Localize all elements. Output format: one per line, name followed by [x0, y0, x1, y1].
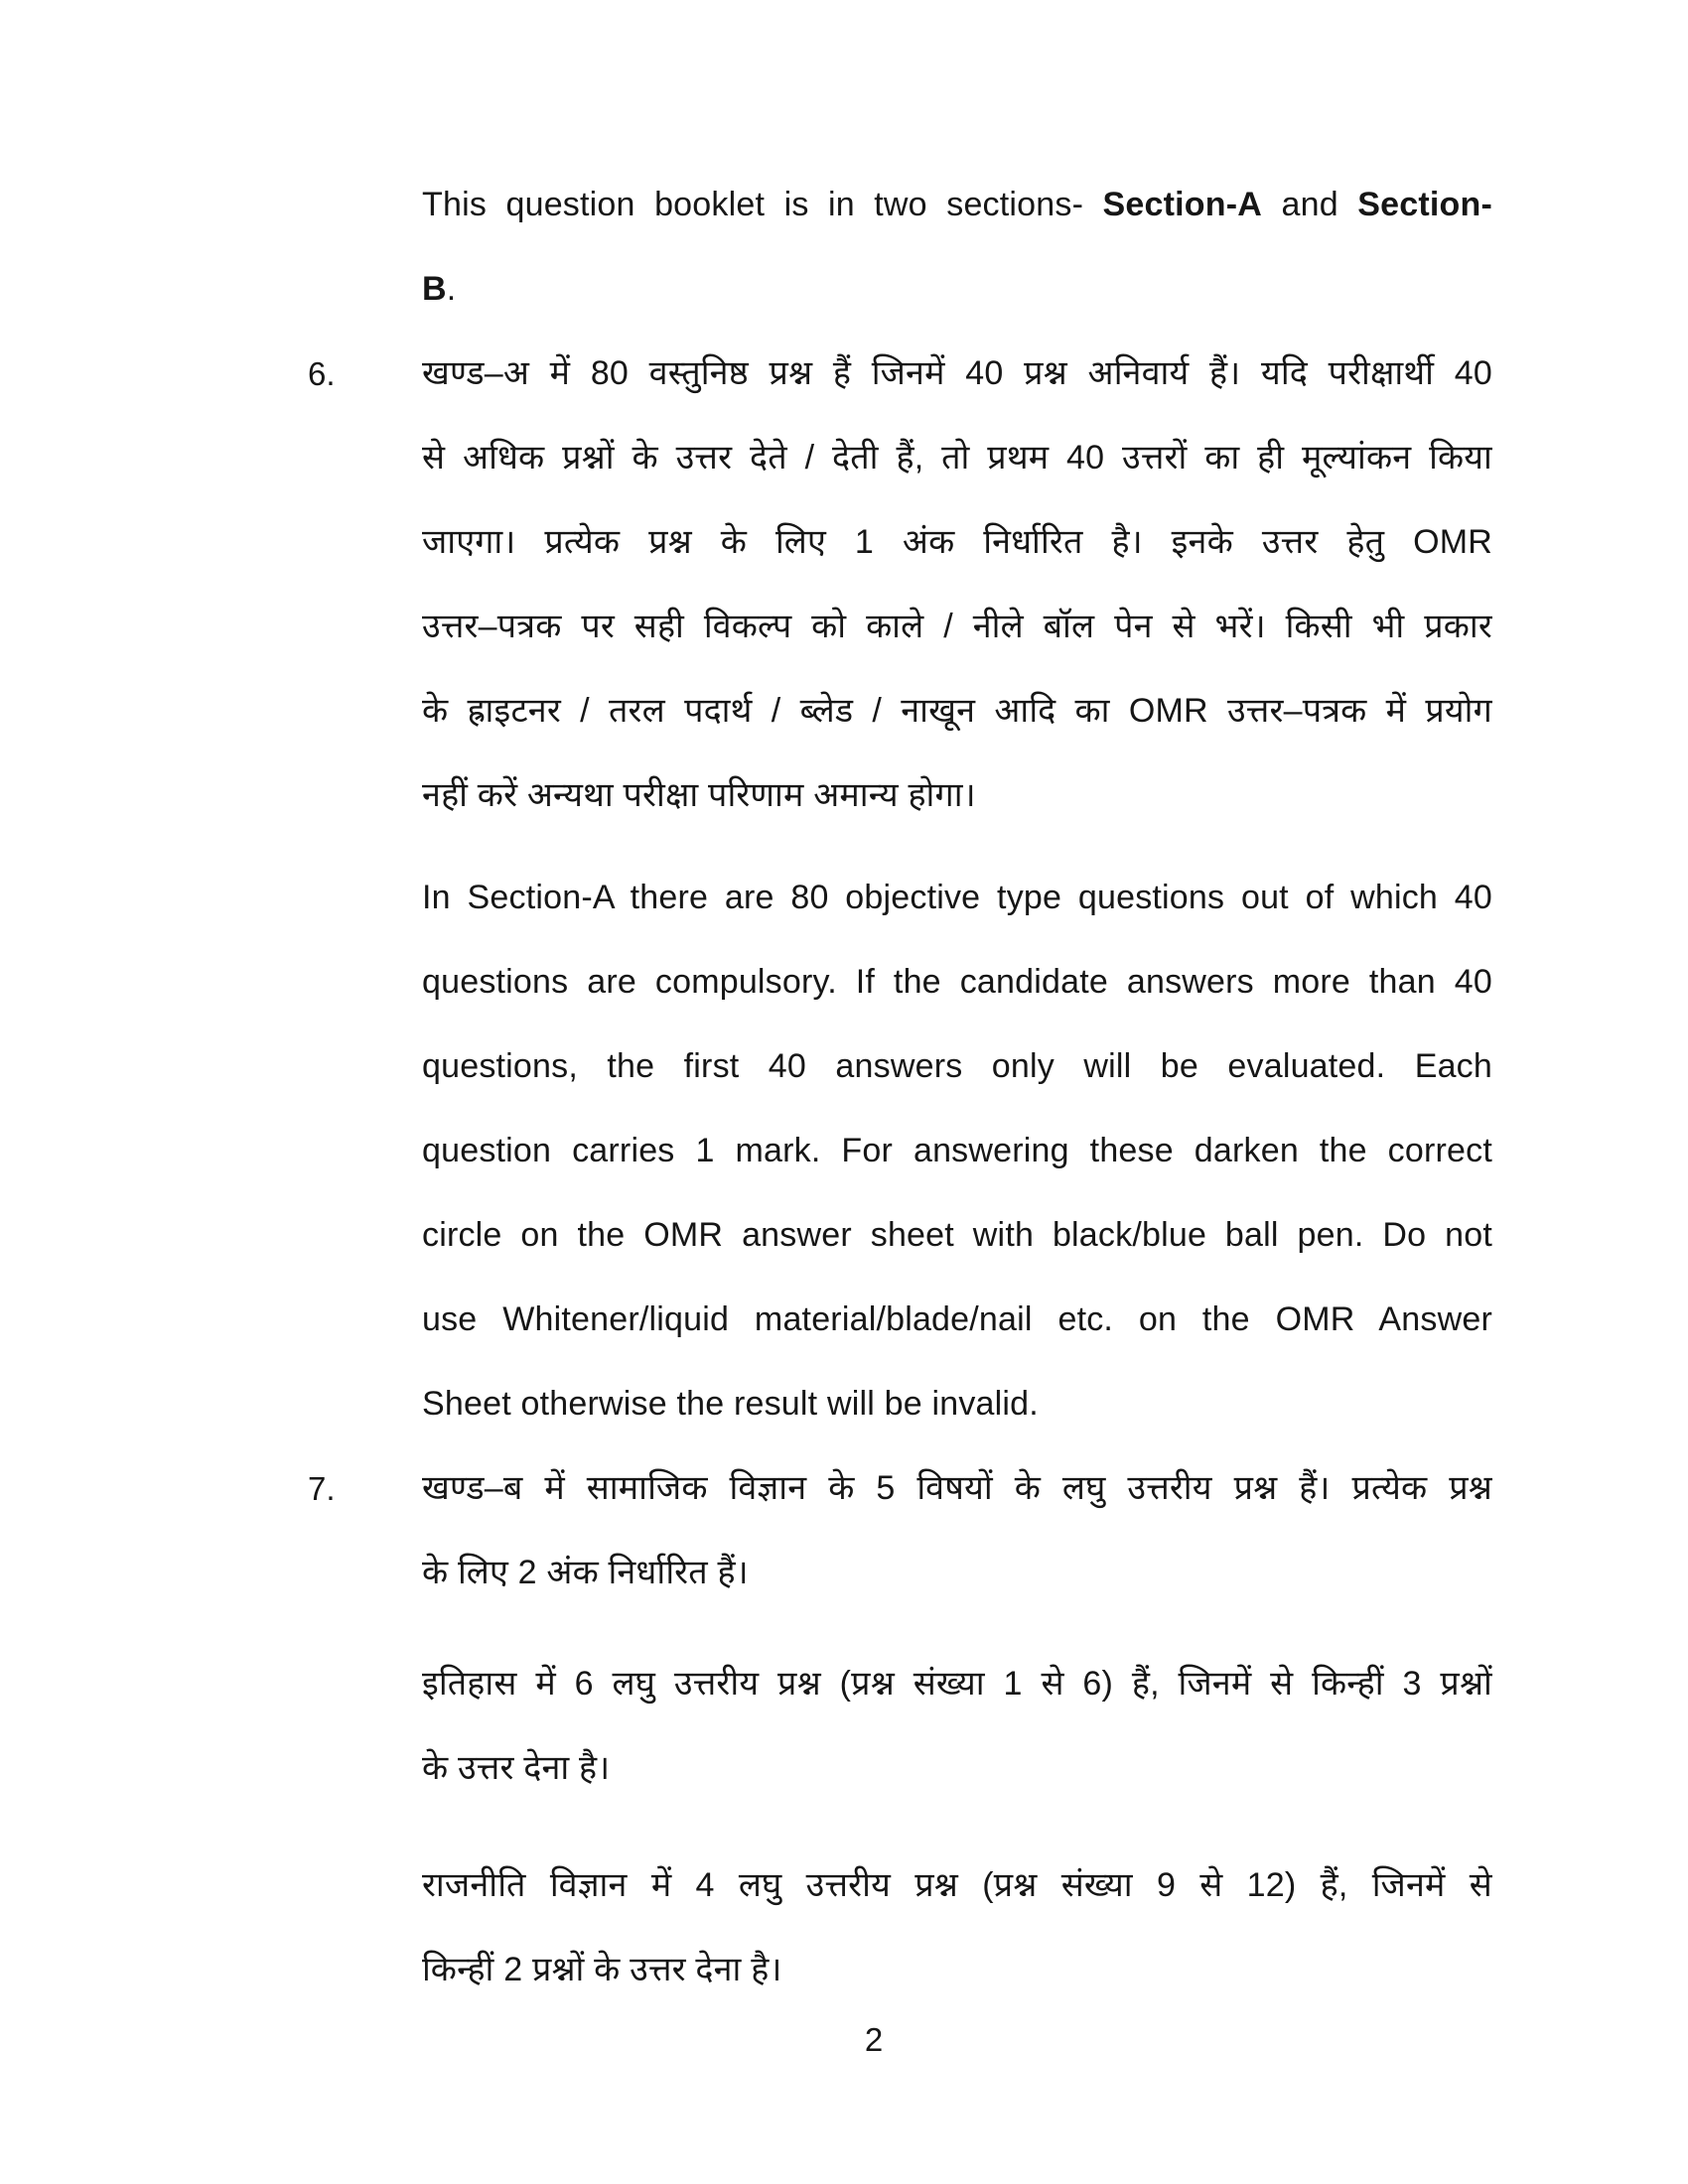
text-line: के उत्तर देना है। — [422, 1749, 611, 1787]
item-number: 7. — [308, 1470, 336, 1507]
text-line: questions, the first 40 answers only will be evaluated. Each — [422, 1047, 1492, 1085]
paragraph-item6-english — [422, 856, 1492, 1446]
paragraph-item6-hindi — [308, 332, 1492, 838]
text-line: से अधिक प्रश्नों के उत्तर देते / देती हैं, तो प्रथम 40 उत्तरों का ही मूल्यांकन किया — [422, 439, 1492, 477]
paragraph-polsci-hindi — [422, 1843, 1492, 2012]
document-body — [308, 163, 1492, 2012]
text-line: Sheet otherwise the result will be invalid. — [422, 1385, 1039, 1423]
paragraph-item7-hindi — [308, 1446, 1492, 1615]
item-number: 6. — [308, 355, 336, 392]
paragraph-intro-english — [422, 163, 1492, 332]
text-line: This question booklet is in two sections- Section-A and Section- — [422, 186, 1492, 223]
text-line: किन्हीं 2 प्रश्नों के उत्तर देना है। — [422, 1951, 782, 1988]
text-line: In Section-A there are 80 objective type questions out of which 40 — [422, 879, 1492, 916]
text-line: खण्ड–अ में 80 वस्तुनिष्ठ प्रश्न हैं जिनमें 40 प्रश्न अनिवार्य हैं। यदि परीक्षार्थी 40 — [422, 354, 1492, 392]
text-line: question carries 1 mark. For answering these darken the correct — [422, 1132, 1492, 1169]
paragraph-history-hindi — [422, 1642, 1492, 1811]
text-line: circle on the OMR answer sheet with black/blue ball pen. Do not — [422, 1216, 1492, 1254]
text-line: उत्तर–पत्रक पर सही विकल्प को काले / नीले बॉल पेन से भरें। किसी भी प्रकार — [422, 608, 1492, 645]
text-line: नहीं करें अन्यथा परीक्षा परिणाम अमान्य होगा। — [422, 776, 976, 814]
text-line: B. — [422, 270, 457, 308]
text-line: questions are compulsory. If the candidate answers more than 40 — [422, 963, 1492, 1001]
text-line: राजनीति विज्ञान में 4 लघु उत्तरीय प्रश्न (प्रश्न संख्या 9 से 12) हैं, जिनमें से — [422, 1866, 1492, 1904]
text-line: जाएगा। प्रत्येक प्रश्न के लिए 1 अंक निर्धारित है। इनके उत्तर हेतु OMR — [422, 523, 1492, 561]
text-line: use Whitener/liquid material/blade/nail etc. on the OMR Answer — [422, 1300, 1492, 1338]
text-line: के ह्राइटनर / तरल पदार्थ / ब्लेड / नाखून आदि का OMR उत्तर–पत्रक में प्रयोग — [422, 692, 1492, 730]
page-number: 2 — [864, 2021, 884, 2058]
text-line: इतिहास में 6 लघु उत्तरीय प्रश्न (प्रश्न संख्या 1 से 6) हैं, जिनमें से किन्हीं 3 प्रश्नों — [422, 1665, 1492, 1703]
text-line: के लिए 2 अंक निर्धारित हैं। — [422, 1554, 749, 1591]
text-line: खण्ड–ब में सामाजिक विज्ञान के 5 विषयों के लघु उत्तरीय प्रश्न हैं। प्रत्येक प्रश्न — [422, 1469, 1492, 1507]
